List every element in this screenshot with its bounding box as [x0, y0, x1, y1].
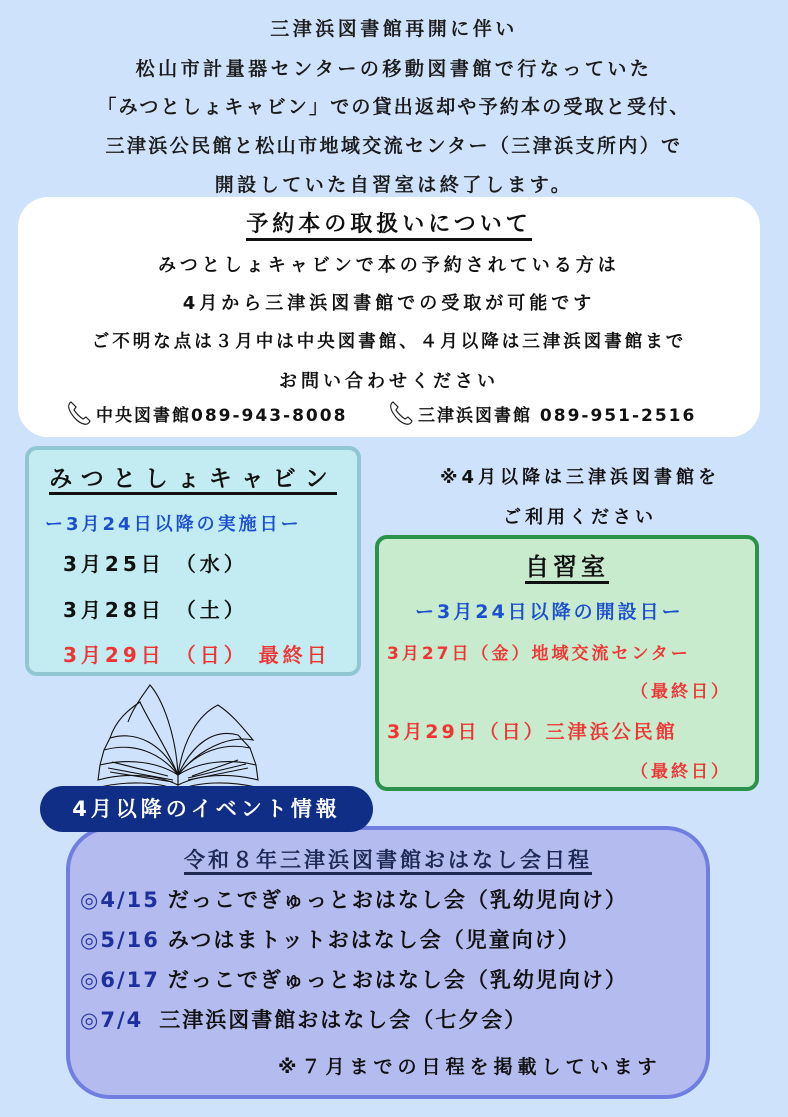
phone-icon: [66, 399, 94, 427]
study-room-entry-suffix: （最終日）: [631, 682, 731, 702]
reservation-line: お問い合わせください: [279, 371, 499, 392]
intro-line: 「みつとしょキャビン」での貸出返却や予約本の受取と受付、: [97, 96, 691, 118]
reservation-panel: [18, 197, 760, 437]
storytime-item: [80, 884, 628, 914]
storytime-date: 6/17: [100, 968, 160, 992]
storytime-name: だっこでぎゅっとおはなし会（乳幼児向け）: [167, 968, 628, 992]
storytime-date: 5/16: [100, 928, 160, 952]
storytime-title: 令和８年三津浜図書館おはなし会日程: [70, 844, 706, 874]
double-circle-icon: ◎: [80, 888, 101, 912]
study-room-subtitle: ー3月24日以降の開設日ー: [415, 601, 684, 623]
intro-line: 三津浜公民館と松山市地域交流センター（三津浜支所内）で: [105, 135, 683, 157]
phone-icon: [388, 399, 416, 427]
study-room-title: 自習室: [379, 547, 755, 582]
study-room-entry: 3月29日（日）三津浜公民館: [387, 721, 678, 743]
reservation-line: みつとしょキャビンで本の予約されている方は: [158, 255, 620, 276]
storytime-date: 7/4: [100, 1008, 144, 1032]
phone-mitsuhama[interactable]: 三津浜図書館 089-951-2516: [388, 399, 696, 427]
intro-line: 三津浜図書館再開に伴い: [270, 18, 518, 40]
intro-line: 松山市計量器センターの移動図書館で行なっていた: [135, 58, 653, 80]
storytime-footnote: ※７月までの日程を掲載しています: [278, 1056, 662, 1078]
storytime-item: [80, 924, 581, 954]
intro-line: 開設していた自習室は終了します。: [214, 174, 574, 196]
storytime-name: みつはまトットおはなし会（児童向け）: [167, 928, 581, 952]
double-circle-icon: ◎: [80, 928, 101, 952]
reservation-line: 4月から三津浜図書館での受取が可能です: [182, 293, 596, 314]
double-circle-icon: ◎: [80, 968, 101, 992]
after-april-note: ※4月以降は三津浜図書館を: [439, 467, 721, 488]
events-pill: 4月以降のイベント情報: [40, 786, 373, 832]
study-room-panel: [375, 535, 759, 791]
study-room-entry-suffix: （最終日）: [631, 762, 731, 782]
reservation-title: 予約本の取扱いについて: [18, 207, 760, 238]
double-circle-icon: ◎: [80, 1008, 101, 1032]
storytime-name: 三津浜図書館おはなし会（七夕会）: [159, 1008, 528, 1032]
reservation-line: ご不明な点は３月中は中央図書館、４月以降は三津浜図書館まで: [91, 332, 687, 352]
storytime-panel: [66, 826, 710, 1099]
cabin-date: 3月25日 （水）: [63, 552, 248, 576]
phone-central[interactable]: 中央図書館089-943-8008: [66, 399, 347, 427]
storytime-date: 4/15: [100, 888, 160, 912]
study-room-entry: 3月27日（金）地域交流センター: [387, 644, 691, 664]
cabin-subtitle: ー3月24日以降の実施日ー: [45, 514, 302, 535]
open-book-icon: [88, 680, 268, 795]
cabin-title: みつとしょキャビン: [29, 460, 357, 493]
storytime-name: だっこでぎゅっとおはなし会（乳幼児向け）: [167, 888, 628, 912]
storytime-item: [80, 1004, 527, 1034]
storytime-item: [80, 964, 628, 994]
after-april-note: ご利用ください: [503, 507, 657, 528]
cabin-date: 3月28日 （土）: [63, 598, 248, 622]
cabin-date-final: 3月29日 （日） 最終日: [63, 643, 331, 667]
cabin-panel: [25, 446, 361, 676]
